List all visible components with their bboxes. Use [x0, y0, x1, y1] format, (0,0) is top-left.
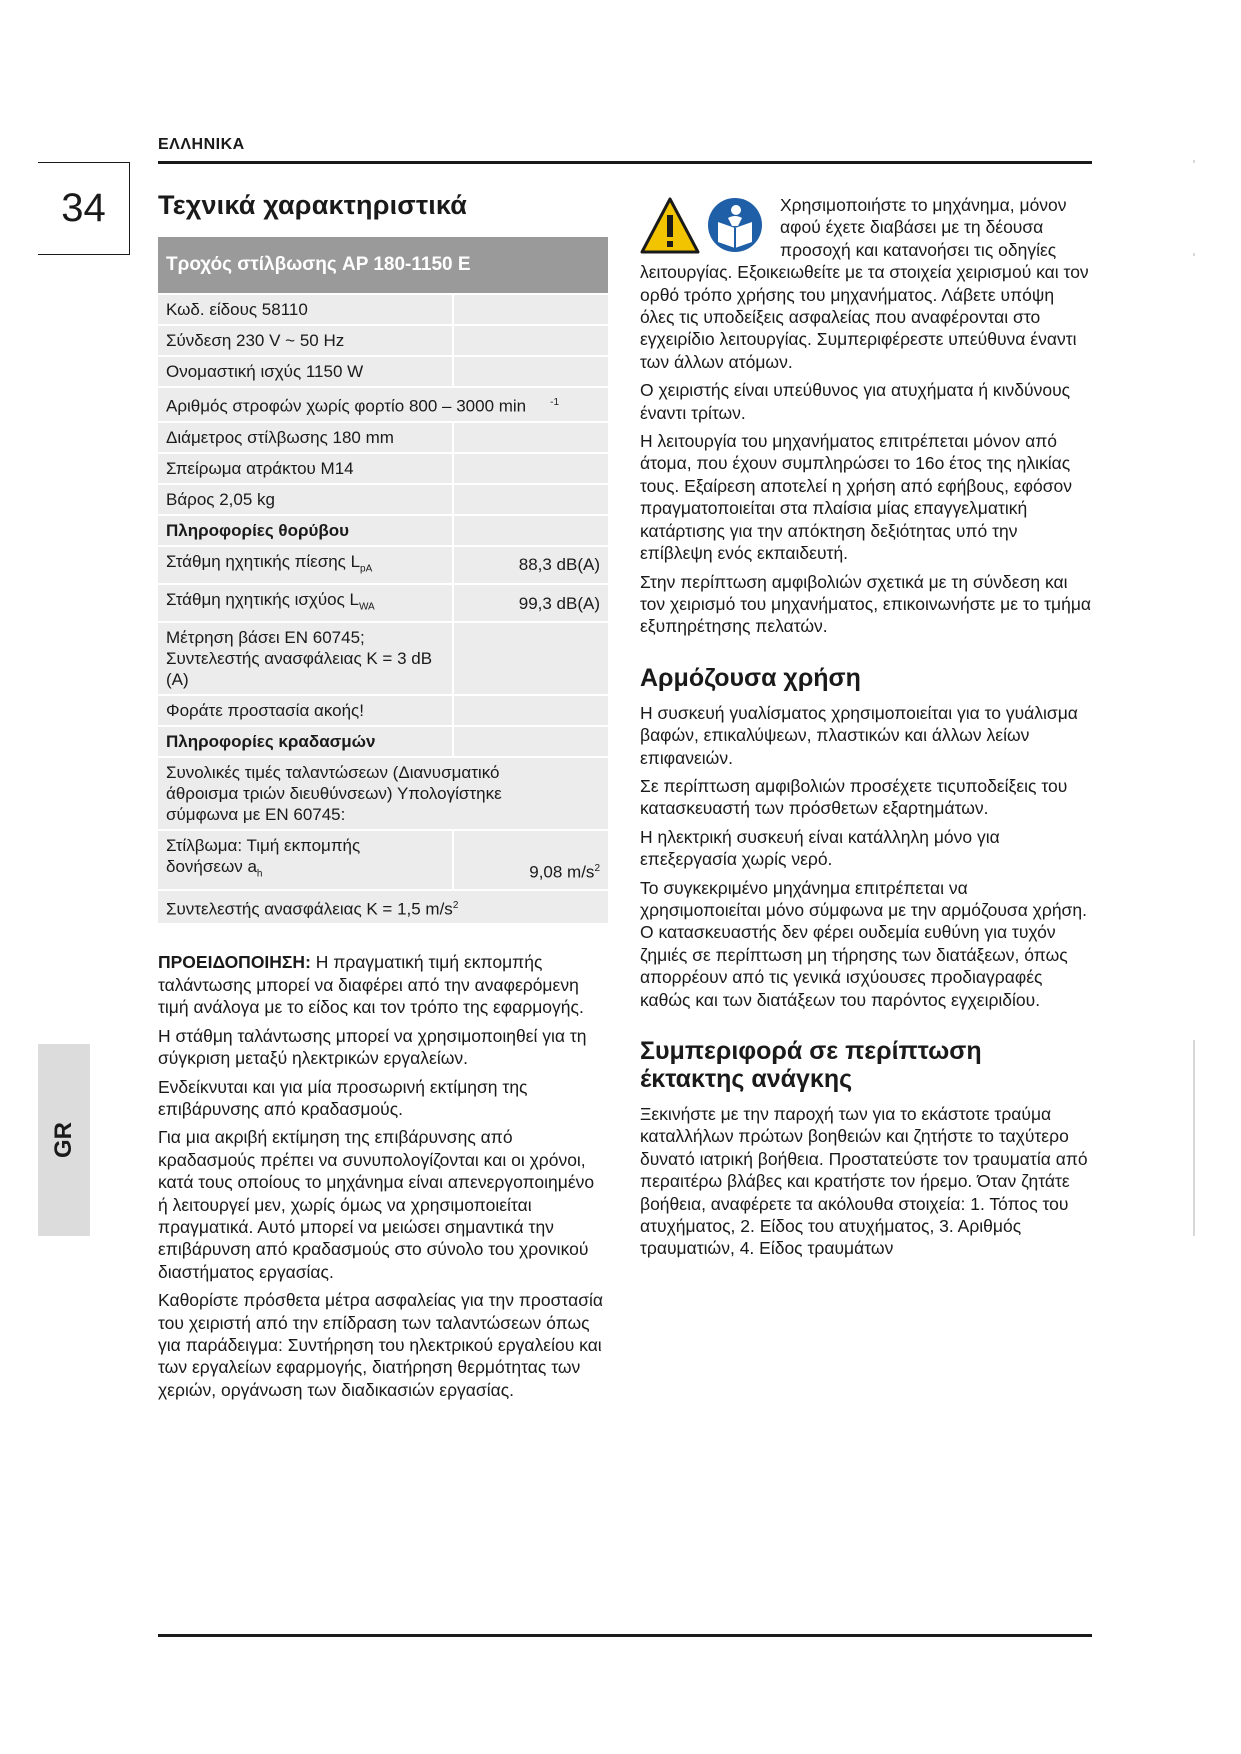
read-manual-icon: [708, 198, 762, 252]
spec-label: Βάρος 2,05 kg: [158, 484, 453, 515]
polishing-value: 9,08 m/s: [529, 862, 595, 882]
warning-manual-icons: [640, 196, 770, 256]
vibration-heading: Πληροφορίες κραδασμών: [158, 726, 453, 757]
spec-label: Κωδ. είδους 58110: [158, 294, 453, 325]
edge-mark: [1193, 1040, 1195, 1236]
spec-label: Διάμετρος στίλβωσης 180 mm: [158, 422, 453, 453]
notice-line: προσοχή και κατανοήσει τις οδηγίες: [780, 239, 1057, 260]
table-row: [158, 757, 608, 830]
spec-value: [453, 484, 608, 515]
polishing-label-line2: δονήσεων a: [166, 857, 257, 877]
sound-power-label: Στάθμη ηχητικής ισχύος L: [166, 590, 359, 610]
spec-value: [453, 515, 608, 546]
paragraph: Ξεκινήστε με την παροχή των για το εκάστοτε τραύμα καταλλήλων πρώτων βοηθειών και ζητήστε το ταχύτερο δυνατό ιατρική βοήθεια. Προστατεύστε τον τραυματία από περαιτέρω βλάβες και κρατήστε τον ήρεμο. Όταν ζητάτε βοήθεια, αναφέρετε τα ακόλουθα στοιχεία: 1. Τόπος του ατυχήματος, 2. Είδος του ατυχήματος, 3. Αριθμός τραυματιών, 4. Είδος τραυμάτων: [640, 1104, 1088, 1259]
table-row: [158, 453, 608, 484]
spec-label: [158, 387, 608, 422]
table-row: [158, 830, 608, 889]
paragraph: Ο χειριστής είναι υπεύθυνος για ατυχήματα ή κινδύνους έναντι τρίτων.: [640, 380, 1071, 423]
uncertainty-label: Συντελεστής ανασφάλειας K = 1,5 m/s: [166, 899, 453, 919]
edge-mark: [1193, 160, 1195, 163]
polishing-label: [158, 830, 453, 889]
spec-value: [453, 356, 608, 387]
table-row: [158, 484, 608, 515]
sound-pressure-value: 88,3 dB(A): [453, 546, 608, 584]
speed-unit-exponent: -1: [550, 397, 560, 408]
spec-label: [158, 546, 453, 584]
right-column: [640, 194, 1092, 1266]
warning-label: ΠΡΟΕΙΔΟΠΟΙΗΣΗ:: [158, 952, 311, 973]
speed-label: Αριθμός στροφών χωρίς φορτίο 800 – 3000 min: [166, 396, 527, 416]
spec-value: [453, 422, 608, 453]
paragraph: Η λειτουργία του μηχανήματος επιτρέπεται μόνον από άτομα, που έχουν συμπληρώσει το 16ο έτος της ηλικίας τους. Εξαίρεση αποτελεί η χρήση από εφήβους, εφόσον πραγματοποιείται στα πλαίσια μίας επαγγελματική κατάρτισης για την απόκτηση δεξιότητας υπό την επίβλεψη ενός εκπαιδευτή.: [640, 431, 1072, 564]
notice-rest: λειτουργίας. Εξοικειωθείτε με τα στοιχεία χειρισμού και τον ορθό τρόπο χρήσης του μηχανήματος. Λάβετε υπόψη όλες τις υποδείξεις ασφαλείας που αναφέρονται στο εγχειρίδιο λειτουργίας. Συμπεριφέρεστε υπεύθυνα έναντι των άλλων ατόμων.: [640, 262, 1089, 372]
table-row: [158, 325, 608, 356]
paragraph: Το συγκεκριμένο μηχάνημα επιτρέπεται να χρησιμοποιείται μόνο σύμφωνα με την αρμόζουσα χρήση. Ο κατασκευαστής δεν φέρει ουδεμία ευθύνη για τυχόν ζημιές σε περίπτωση μη τήρησης των διατάξεων, όπως απορρέουν από τις γενικά ισχύουσες προδιαγραφές καθώς και των διατάξεων του παρόντος εγχειριδίου.: [640, 877, 1087, 1010]
table-row: [158, 726, 608, 757]
specs-table: [158, 237, 608, 925]
vibration-text: Συνολικές τιμές ταλαντώσεων (Διανυσματικό άθροισμα τριών διευθύνσεων) Υπολογίστηκε σύμφωνα με EN 60745:: [158, 757, 608, 830]
spec-value: [453, 453, 608, 484]
left-column: [158, 190, 608, 1407]
spec-value: [453, 622, 608, 695]
spec-label: [158, 584, 453, 622]
polishing-sup: 2: [594, 863, 600, 875]
edge-mark: [1193, 253, 1195, 256]
table-row: [158, 387, 608, 422]
uncertainty-sup: 2: [452, 899, 459, 911]
specs-title: Τεχνικά χαρακτηριστικά: [158, 190, 468, 220]
paragraph: Σε περίπτωση αμφιβολιών προσέχετε τιςυποδείξεις του κατασκευαστή των πρόσθετων εξαρτημάτων.: [640, 775, 1068, 819]
spec-value: [453, 726, 608, 757]
noise-heading: Πληροφορίες θορύβου: [158, 515, 453, 546]
emergency-heading: Συμπεριφορά σε περίπτωση έκτακτης ανάγκης: [640, 1037, 982, 1093]
table-row: [158, 622, 608, 695]
paragraph: Στην περίπτωση αμφιβολιών σχετικά με τη σύνδεση και τον χειρισμό του μηχανήματος, επικοινωνήστε με το τμήμα εξυπηρέτησης πελατών.: [640, 571, 1092, 637]
spec-label: Σπείρωμα ατράκτου M14: [158, 453, 453, 484]
intended-use-heading: Αρμόζουσα χρήση: [640, 663, 861, 692]
table-row: [158, 422, 608, 453]
polishing-sub: h: [256, 868, 263, 880]
sound-power-value: 99,3 dB(A): [453, 584, 608, 622]
top-rule: [158, 161, 1092, 164]
table-row: [158, 515, 608, 546]
emergency-section: [640, 1037, 1092, 1260]
warning-triangle-icon: [642, 199, 698, 252]
paragraph: Για μια ακριβή εκτίμηση της επιβάρυνσης από κραδασμούς πρέπει να συνυπολογίζονται και οι χρόνοι, κατά τους οποίους το μηχάνημα είναι απενεργοποιημένο ή λειτουργεί μεν, χωρίς όμως να χρησιμοποιείται πραγματικά. Αυτό μπορεί να μειώσει σημαντικά την επιβάρυνση από κραδασμούς στο σύνολο του χρονικού διαστήματος εργασίας.: [158, 1127, 595, 1282]
sound-pressure-label: Στάθμη ηχητικής πίεσης L: [166, 551, 361, 571]
paragraph: Ενδείκνυται και για μία προσωρινή εκτίμηση της επιβάρυνσης από κραδασμούς.: [158, 1076, 528, 1119]
language-header: ΕΛΛΗΝΙΚΑ: [158, 136, 245, 153]
spec-value: [453, 294, 608, 325]
bottom-rule: [158, 1634, 1092, 1637]
notice-line: Χρησιμοποιήστε το μηχάνημα, μόνον: [780, 195, 1067, 215]
sound-power-sub: WA: [358, 601, 375, 613]
spec-label: Σύνδεση 230 V ~ 50 Hz: [158, 325, 453, 356]
table-row: [158, 890, 608, 925]
polishing-label-line1: Στίλβωμα: Τιμή εκπομπής: [166, 836, 361, 856]
uncertainty-cell: [158, 890, 608, 925]
paragraph: Καθορίστε πρόσθετα μέτρα ασφαλείας για την προστασία του χειριστή από την επίδραση των ταλαντώσεων όπως για παράδειγμα: Συντήρηση του ηλεκτρικού εργαλείου και των εργαλείων εφαρμογής, διατήρηση θερμότητας των χεριών, οργάνωση των διαδικασιών εργασίας.: [158, 1290, 603, 1400]
spec-value: [453, 695, 608, 726]
table-row: [158, 546, 608, 584]
table-row: [158, 294, 608, 325]
page-number: 34: [38, 162, 130, 255]
paragraph: Η στάθμη ταλάντωσης μπορεί να χρησιμοποιηθεί για τη σύγκριση μεταξύ ηλεκτρικών εργαλείων.: [158, 1025, 587, 1069]
table-row: [158, 695, 608, 726]
paragraph: Η συσκευή γυαλίσματος χρησιμοποιείται για το γυάλισμα βαφών, επικαλύψεων, πλαστικών και άλλων λείων επιφανειών.: [640, 702, 1078, 768]
spec-label: Ονομαστική ισχύς 1150 W: [158, 356, 453, 387]
polishing-value-cell: [453, 830, 608, 889]
sound-pressure-sub: pA: [360, 563, 373, 575]
safety-notice: [640, 194, 1092, 373]
warning-paragraph: [158, 951, 608, 1018]
notice-line: αφού έχετε διαβάσει με τη δέουσα: [780, 217, 1044, 238]
language-tab-label: GR: [50, 1122, 77, 1158]
product-name: Τροχός στίλβωσης AP 180-1150 E: [158, 237, 608, 294]
intended-use-section: [640, 664, 1092, 1011]
table-row: [158, 356, 608, 387]
language-tab: [38, 1044, 90, 1236]
hearing-note: Φοράτε προστασία ακοής!: [158, 695, 453, 726]
warning-text: Η πραγματική τιμή εκπομπής ταλάντωσης μπορεί να διαφέρει από την αναφερόμενη τιμή ανάλογα με το είδος και τον τρόπο της εφαρμογής.: [158, 952, 584, 1018]
measurement-note: Μέτρηση βάσει EN 60745; Συντελεστής ανασφάλειας K = 3 dB (A): [158, 622, 453, 695]
table-row: [158, 584, 608, 622]
paragraph: Η ηλεκτρική συσκευή είναι κατάλληλη μόνο για επεξεργασία χωρίς νερό.: [640, 826, 1000, 870]
spec-value: [453, 325, 608, 356]
